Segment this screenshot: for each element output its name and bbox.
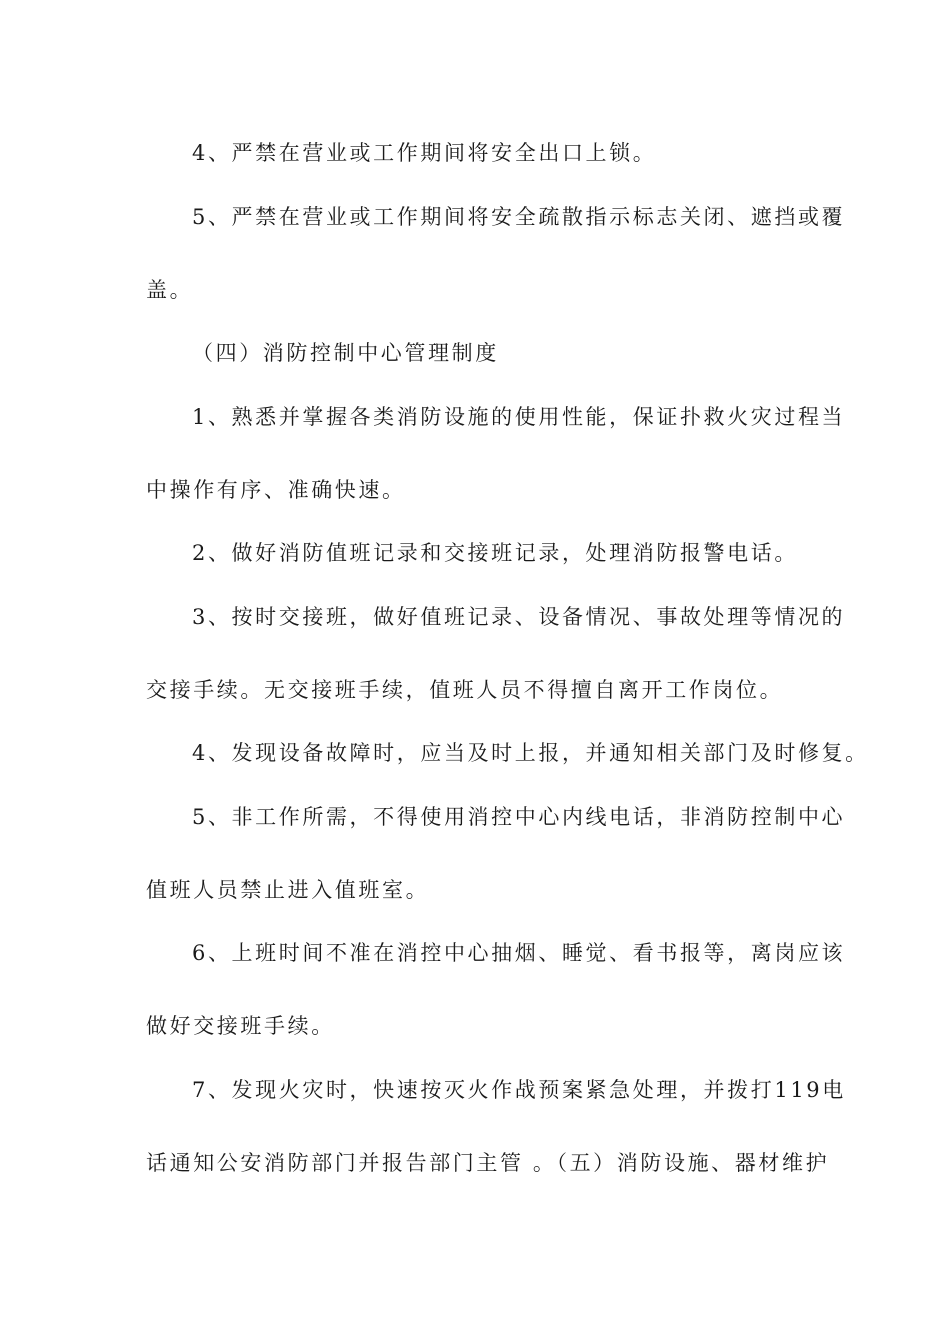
paragraph-line: 中操作有序、准确快速。	[146, 478, 406, 502]
paragraph-line: 6、上班时间不准在消控中心抽烟、睡觉、看书报等，离岗应该	[192, 941, 846, 965]
paragraph-line: 5、非工作所需，不得使用消控中心内线电话，非消防控制中心	[192, 805, 846, 829]
paragraph-line: 2、做好消防值班记录和交接班记录，处理消防报警电话。	[192, 541, 798, 565]
paragraph-line: 4、严禁在营业或工作期间将安全出口上锁。	[192, 141, 657, 165]
paragraph-line: 4、发现设备故障时，应当及时上报，并通知相关部门及时修复。	[192, 741, 869, 765]
paragraph-line: 7、发现火灾时，快速按灭火作战预案紧急处理，并拨打119电	[192, 1078, 846, 1102]
paragraph-line: 做好交接班手续。	[146, 1014, 335, 1038]
paragraph-line: 交接手续。无交接班手续，值班人员不得擅自离开工作岗位。	[146, 678, 784, 702]
paragraph-line: 1、熟悉并掌握各类消防设施的使用性能，保证扑救火灾过程当	[192, 405, 846, 429]
paragraph-line: 3、按时交接班，做好值班记录、设备情况、事故处理等情况的	[192, 605, 846, 629]
paragraph-line: 值班人员禁止进入值班室。	[146, 878, 430, 902]
paragraph-line: 话通知公安消防部门并报告部门主管 。（五）消防设施、器材维护	[146, 1151, 830, 1175]
section-heading: （四）消防控制中心管理制度	[192, 341, 499, 365]
paragraph-line: 盖。	[146, 278, 194, 302]
paragraph-line: 5、严禁在营业或工作期间将安全疏散指示标志关闭、遮挡或覆	[192, 205, 846, 229]
